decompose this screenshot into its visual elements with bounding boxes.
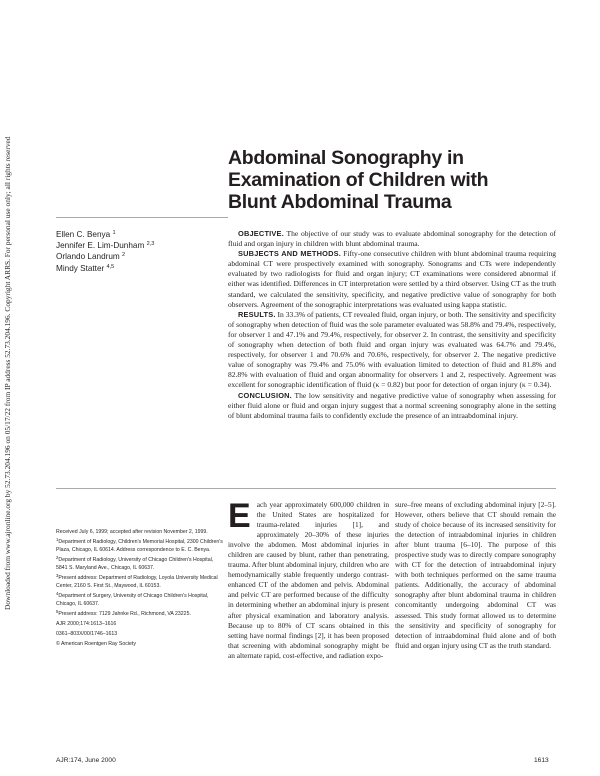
section-heading: SUBJECTS AND METHODS. xyxy=(238,249,341,259)
issn: 0361–803X/00/1746–1613 xyxy=(56,631,118,638)
affiliation: $^5$Present address: 7129 Jahnke Rd., Richmond, VA 23225. xyxy=(56,609,191,618)
affiliation: $^3$Present address: Department of Radiology, Loyola University Medical Center, 2160 S. First St., Maywood, IL 60153. xyxy=(56,573,218,589)
author: Mindy Statter $^{4,5}$ xyxy=(56,263,115,273)
affiliation: $^1$Department of Radiology, Children's Memorial Hospital, 2300 Children's Plaza, Chicago, IL 60614. Address correspondence to E. C. Benya. xyxy=(56,537,223,553)
abstract-objective: OBJECTIVE. The objective of our study was to evaluate abdominal sonography for the detection of fluid and organ injury in children with blunt abdominal trauma. xyxy=(228,229,556,249)
body-column-2 xyxy=(395,500,556,651)
journal-footer: AJR:174, June 2000 xyxy=(56,757,116,764)
abstract-conclusion: CONCLUSION. The low sensitivity and negative predictive value of sonography when assessing for either fluid alone or fluid and organ injury suggest that a normal screening sonography alone in the setting of blunt abdominal trauma fails to confidently exclude the presence of an intraabdominal injury. xyxy=(228,390,556,420)
article-title xyxy=(228,147,528,213)
author-list xyxy=(56,229,226,274)
intro-paragraph: Each year approximately 600,000 children in the United States are hospitalized for trauma-related injuries [1], and approximately 20–30% of these injuries involve the abdomen. Most abdominal injuries in children are caused by blunt, rather than penetrating, trauma. After blunt abdominal injury, children who are hemodynamically stable frequently undergo contrast-enhanced CT of the abdomen and pelvis. Abdominal and pelvic CT are performed because of the difficulty in determining whether an abdominal injury is present after physical examination and laboratory analysis. Because up to 80% of CT scans obtained in this setting have normal findings [2], it has been proposed that screening with abdominal sonography might be an alternate rapid, cost-effective, and radiation expo- xyxy=(228,497,389,660)
author: Orlando Landrum $^2$ xyxy=(56,252,126,262)
section-heading: RESULTS. xyxy=(238,309,276,319)
intro-paragraph-continued: sure–free means of excluding abdominal injury [2–5]. However, others believe that CT should remain the study of choice because of its increased sensitivity for the detection of intraabdominal injuries in children after blunt trauma [6–10]. The purpose of this prospective study was to directly compare sonography with CT for the detection of intraabdominal injury with both techniques performed on the same trauma patients. Additionally, the accuracy of abdominal sonography after blunt abdominal trauma in children concomitantly undergoing abdominal CT was assessed. This study format allowed us to determine the sensitivity and specificity of sonography for detection of intraabdominal fluid alone and of both fluid and organ injury using CT as the truth standard. xyxy=(395,500,556,650)
title-rule-left xyxy=(56,217,228,218)
affiliation: $^2$Department of Radiology, University of Chicago Children's Hospital, 5841 S. Maryland Ave., Chicago, IL 60637. xyxy=(56,555,214,571)
download-watermark xyxy=(2,130,14,610)
section-heading: OBJECTIVE. xyxy=(238,229,284,238)
title-line: Blunt Abdominal Trauma xyxy=(228,191,452,213)
page-number: 1613 xyxy=(534,757,549,764)
section-heading: CONCLUSION. xyxy=(238,390,292,400)
copyright: © American Roentgen Ray Society xyxy=(56,641,136,648)
abstract-results: RESULTS. In 33.3% of patients, CT revealed fluid, organ injury, or both. The sensitivity and specificity of sonography when detection of fluid was the sole parameter evaluated was 58.8% and 79.4%, respectively, for observer 1 and 47.1% and 79.4%, respectively, for observer 2. In contrast, the sensitivity and specificity of sonography when detection of both fluid and organ injury was evaluated was 64.7% and 79.4%, respectively, for observer 1 and 70.6% and 70.6%, respectively, for observer 2. The negative predictive value of sonography was 79.4% and 75.0% with evaluation limited to detection of fluid and 81.8% and 82.8% with evaluation of fluid and organ abnormality for observers 1 and 2, respectively. Agreement was excellent for sonographic identification of fluid (κ = 0.82) but poor for detection of organ injury (κ = 0.34). xyxy=(228,309,556,390)
affiliation: $^4$Department of Surgery, University of Chicago Children's Hospital, Chicago, IL 60637. xyxy=(56,591,209,607)
article-notes xyxy=(56,529,226,651)
abstract-rule xyxy=(56,488,556,489)
body-column-1 xyxy=(228,497,389,661)
abstract xyxy=(228,229,556,421)
abstract-methods: SUBJECTS AND METHODS. Fifty-one consecutive children with blunt abdominal trauma requiring abdominal CT were prospectively examined with sonography. Sonograms and CTs were independently evaluated by two radiologists for fluid and organ injury; CT examinations were considered abnormal if either was identified. Differences in CT interpretation were settled by a third observer. Using CT as the truth standard, we calculated the sensitivity, specificity, and negative predictive value of sonography for both observers. Agreement of the sonographic interpretations was evaluated using kappa statistic. xyxy=(228,249,556,309)
drop-cap: E xyxy=(228,497,251,535)
author: Ellen C. Benya $^1$ xyxy=(56,230,116,239)
received-date: Received July 6, 1999; accepted after revision November 2, 1999. xyxy=(56,529,208,535)
title-line: Abdominal Sonography in xyxy=(228,147,464,169)
download-watermark-text: Downloaded from www.ajronline.org by 52.73.204.196 on 05/17/22 from IP address 52.73.204.196. Copyright ARRS. For personal use only; all rights reserved xyxy=(3,136,12,610)
author: Jennifer E. Lim-Dunham $^{2,3}$ xyxy=(56,241,155,251)
citation: AJR 2000;174:1613–1616 xyxy=(56,621,117,628)
title-line: Examination of Children with xyxy=(228,169,489,191)
